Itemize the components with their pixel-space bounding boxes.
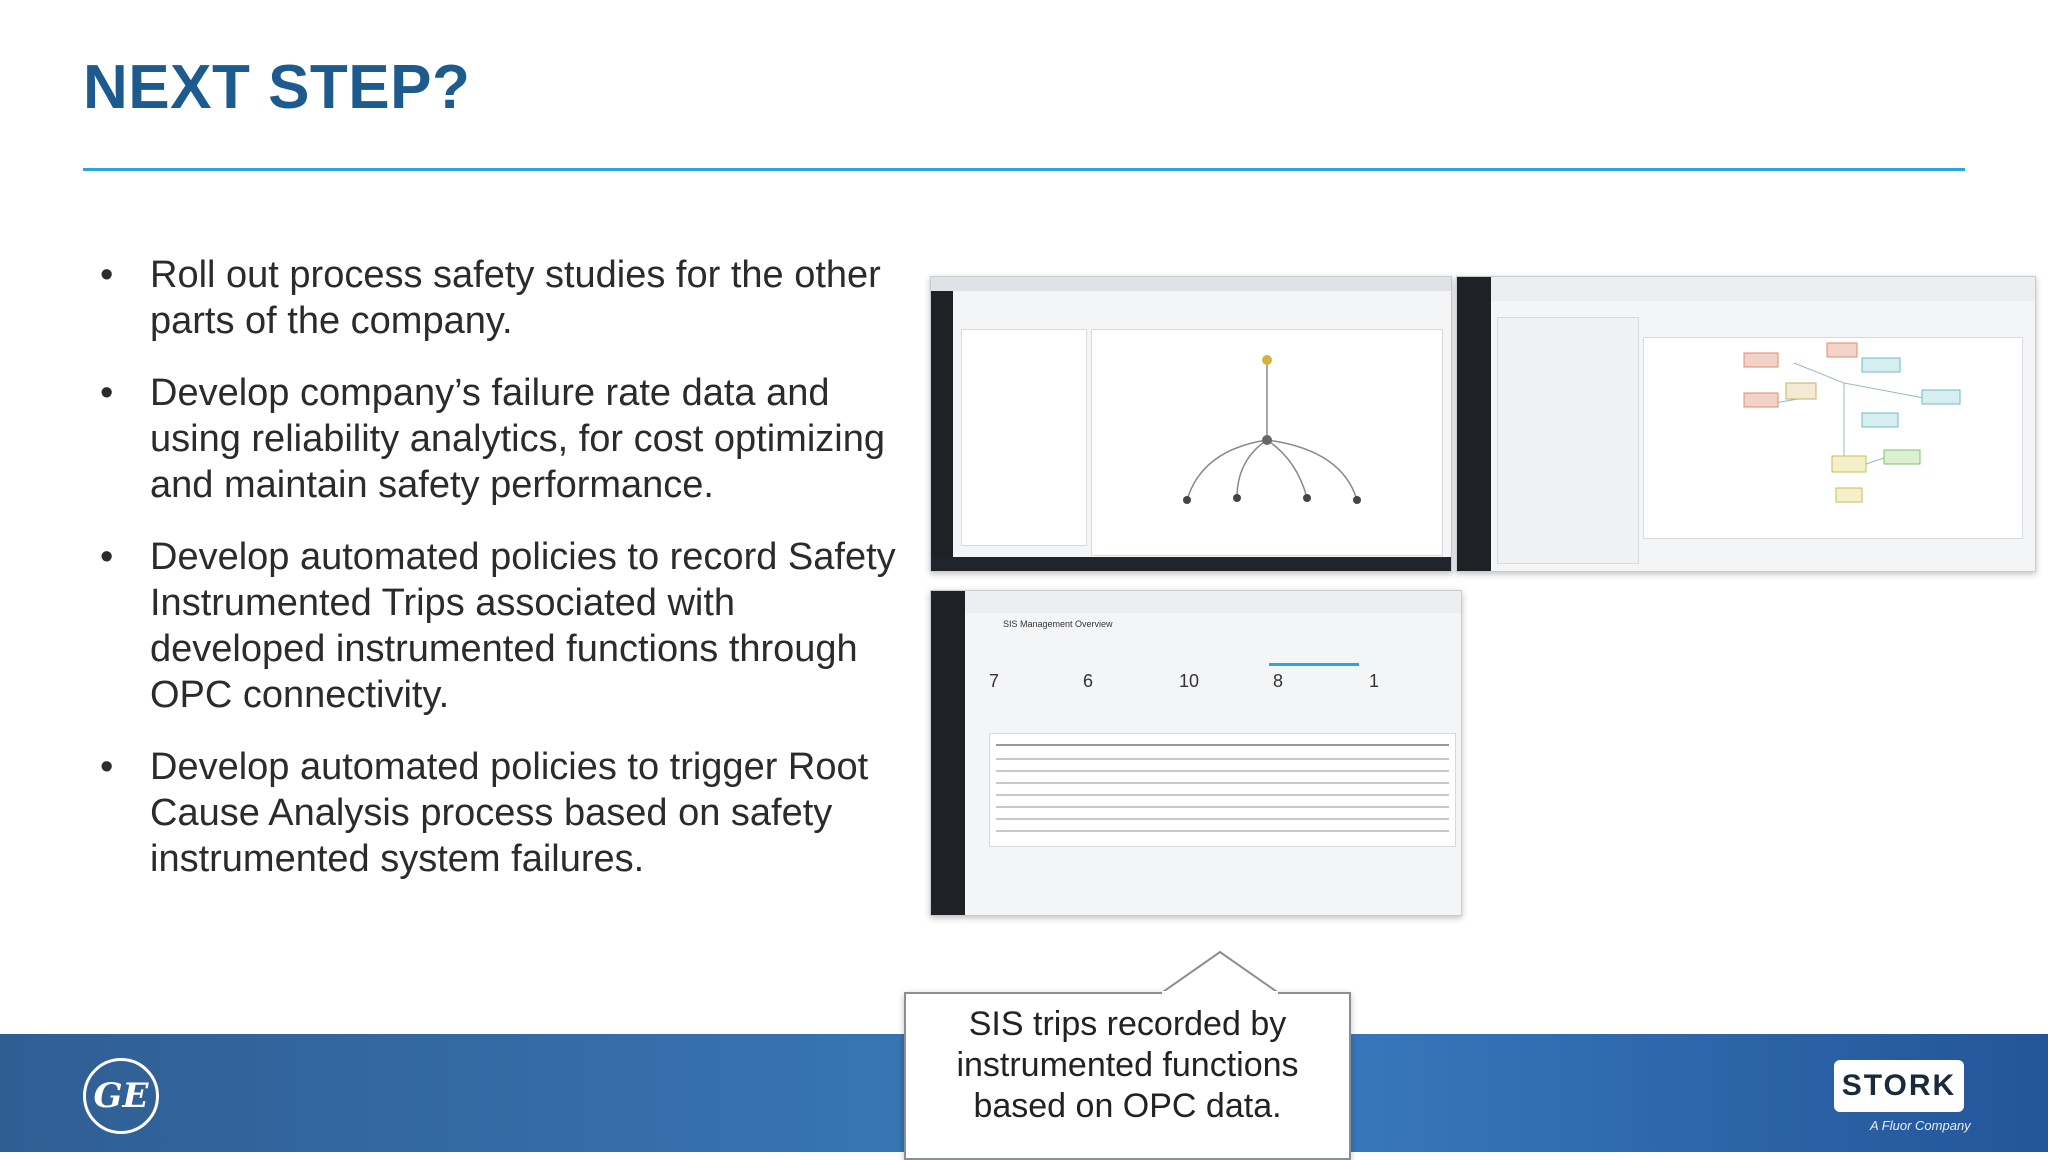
kpi-templates: 10 — [1179, 671, 1200, 691]
bullet-item — [100, 370, 920, 508]
browser-tab-bar — [931, 277, 1451, 291]
callout-line: SIS trips recorded by — [968, 1005, 1287, 1043]
bullet-dot: • — [100, 746, 114, 788]
title-divider — [83, 168, 1965, 171]
screenshot-flow-view — [1456, 276, 2036, 572]
screenshot-sis-overview — [930, 590, 1462, 916]
callout-line: instrumented functions — [956, 1046, 1299, 1084]
kpi-failure-data: 1 — [1369, 671, 1380, 691]
kpi-sis-trips: 8 — [1273, 671, 1284, 691]
app-side-rail — [931, 291, 953, 571]
stork-logo — [1834, 1060, 1964, 1112]
kpi-highlight — [1269, 663, 1359, 666]
callout-box — [904, 992, 1351, 1160]
network-graph — [1092, 330, 1442, 555]
app-side-rail — [1457, 277, 1491, 571]
bullet-dot: • — [100, 536, 114, 578]
analysis-panel — [961, 329, 1087, 546]
callout-line: based on OPC data. — [973, 1087, 1282, 1125]
network-canvas — [1091, 329, 1443, 556]
details-panel — [1497, 317, 1639, 564]
taskbar — [931, 557, 1451, 571]
callout-pointer — [1160, 950, 1280, 994]
app-tab-bar — [965, 591, 1461, 613]
ge-monogram: GE — [93, 1076, 149, 1116]
stork-wordmark: STORK — [1841, 1069, 1957, 1102]
sis-header: SIS Management Overview — [1003, 619, 1113, 629]
app-tab-bar — [1491, 277, 2035, 301]
bullet-dot: • — [100, 372, 114, 414]
bullet-text: Roll out process safety studies for the other parts of the company. — [150, 254, 881, 342]
bullet-item — [100, 252, 920, 344]
trips-table — [989, 733, 1456, 847]
kpi-analyses: 7 — [989, 671, 1000, 691]
ge-logo — [83, 1058, 159, 1134]
stork-tagline: A Fluor Company — [1870, 1118, 1971, 1133]
app-side-rail — [931, 591, 965, 915]
bullet-dot: • — [100, 254, 114, 296]
bullet-item — [100, 534, 920, 718]
callout-text — [906, 1004, 1349, 1127]
screenshot-network-view — [930, 276, 1452, 572]
page-title: NEXT STEP? — [83, 53, 471, 122]
flow-canvas — [1643, 337, 2023, 539]
bullet-item — [100, 744, 920, 882]
kpi-proof-tests: 6 — [1083, 671, 1094, 691]
bullet-text: Develop automated policies to record Safety Instrumented Trips associated with developed instrumented functions through OPC connectivity. — [150, 536, 896, 716]
bullet-text: Develop automated policies to trigger Root Cause Analysis process based on safety instrumented system failures. — [150, 746, 869, 880]
bullet-text: Develop company’s failure rate data and using reliability analytics, for cost optimizing and maintain safety performance. — [150, 372, 885, 506]
flow-diagram — [1644, 338, 2022, 538]
bullet-list — [100, 252, 920, 908]
